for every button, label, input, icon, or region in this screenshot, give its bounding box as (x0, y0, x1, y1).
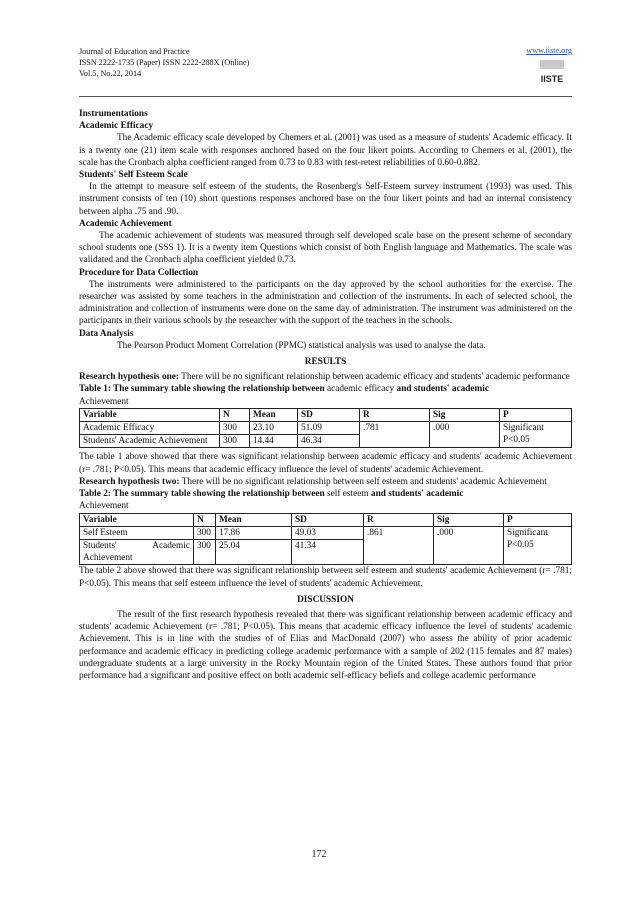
hypothesis-one-text: There will be no significant relationship between academic efficacy and students' academic performance (179, 372, 570, 383)
table2-caption-d: Achievement (79, 501, 129, 512)
table-row (80, 526, 572, 539)
table2-header-cell: R (364, 513, 434, 526)
results-heading: RESULTS (304, 357, 347, 368)
table2-header-cell: Mean (216, 513, 292, 526)
academic-efficacy-heading: Academic Efficacy (79, 121, 154, 132)
hypothesis-two-text: There will be no significant relationship between self esteem and students' academic Achievement (179, 476, 547, 487)
table2-header-cell: Variable (80, 513, 194, 526)
table2-header-cell: P (504, 513, 572, 526)
table2-header-cell: N (194, 513, 216, 526)
hypothesis-two (79, 476, 572, 488)
table-cell: 300 (220, 435, 250, 448)
table-cell: 300 (194, 526, 216, 539)
table-cell: Students' Academic Achievement (80, 435, 220, 448)
self-esteem-scale-heading: Students' Self Esteem Scale (79, 170, 188, 181)
discussion-heading: DISCUSSION (297, 594, 354, 605)
table2 (79, 513, 572, 566)
discussion-paragraph: The result of the first research hypothesis revealed that there was significant relationship between academic efficacy and students' academic Achievement (r= .781; P<0.05). This means that academic efficacy influence the level of students' academic Achievement. This is in line with the studies of of Elias and MacDonald (2007) who assess the ability of prior academic performance and academic efficacy in predicting college academic performance with a sample of 202 (115 females and 87 males) undergraduate students at a large university in the Rocky Mountain region of the United States. These authors found that prior performance had a significant and positive effect on both academic self-efficacy beliefs and college academic performance (79, 609, 572, 681)
page-body (79, 108, 572, 682)
table2-header-row (80, 513, 572, 526)
academic-efficacy-paragraph: The Academic efficacy scale developed by Chemers et al. (2001) was used as a measure of students' Academic efficacy. It is a twenty one (21) item scale with responses anchored based on the four likert points. According to Chemers et al. (2001), the scale has the Cronbach alpha coefficient ranged from 0.73 to 0.83 with test-retest reliabilities of 0.60-0.882. (79, 133, 572, 168)
table1-caption (79, 383, 572, 407)
table1-header-cell: SD (298, 408, 360, 421)
iiste-logo (538, 60, 566, 86)
hypothesis-one-label: Research hypothesis one: (79, 372, 180, 383)
table-cell-p: Significant P<0.05 (500, 422, 572, 448)
table-cell: 23.10 (250, 422, 298, 435)
table1-interpretation: The table 1 above showed that there was significant relationship between academic efficacy and students' academic Achievement (r= .781; P<0.05). This means that academic efficacy influence the level of students' academic Achievement. (79, 452, 572, 475)
table1-header-cell: Sig (430, 408, 500, 421)
table-cell-p: Significant P<0.05 (504, 526, 572, 565)
table2-caption-a: Table 2: The summary table showing the relationship between (79, 489, 325, 500)
table2-header-cell: SD (292, 513, 364, 526)
table1-header-cell: P (500, 408, 572, 421)
table-cell: 14.44 (250, 435, 298, 448)
table1-caption-d: Achievement (79, 396, 129, 407)
table2-caption (79, 488, 572, 512)
table1-caption-b: academic efficacy (324, 384, 397, 395)
table2-interpretation: The table 2 above showed that there was significant relationship between self esteem and students' academic Achievement (r= .781; P<0.05). This means that self esteem influence the level of students' academic Achievement. (79, 566, 572, 589)
table1 (79, 408, 572, 449)
volume: Vol.5, No.22, 2014 (79, 69, 142, 78)
table1-caption-a: Table 1: The summary table showing the relationship between (79, 384, 325, 395)
academic-achievement-paragraph: The academic achievement of students was measured through self developed scale base on the present scheme of secondary school students one (SSS 1). It is a twenty item Questions which consist of both English language and Mathematics. The scale was validated and the Cronbach alpha coefficient yielded 0.73. (79, 231, 572, 266)
table-cell: 17.86 (216, 526, 292, 539)
academic-achievement-heading: Academic Achievement (79, 218, 172, 229)
table2-caption-c: and students' academic (370, 489, 464, 500)
table1-caption-c: and students' academic (396, 384, 490, 395)
table-cell: 46.34 (298, 435, 360, 448)
table-cell-sig: .000 (430, 422, 500, 448)
journal-name: Journal of Education and Practice (79, 47, 190, 56)
header-rule (79, 96, 572, 97)
table1-header-row (80, 408, 572, 421)
table-cell: Self Esteem (80, 526, 194, 539)
hypothesis-one (79, 371, 572, 383)
table1-header-cell: Variable (80, 408, 220, 421)
table-cell: 51.09 (298, 422, 360, 435)
table-cell: 49.03 (292, 526, 364, 539)
page-number: 172 (311, 849, 327, 860)
journal-url-link[interactable]: www.iiste.org (526, 46, 572, 55)
data-analysis-heading: Data Analysis (79, 328, 134, 339)
table-cell-sig: .000 (434, 526, 504, 565)
table-cell: 25.04 (216, 539, 292, 564)
svg-text:IISTE: IISTE (540, 74, 564, 84)
procedure-heading: Procedure for Data Collection (79, 267, 199, 278)
table1-header-cell: Mean (250, 408, 298, 421)
table-cell-r: .861 (364, 526, 434, 565)
table2-caption-b: self esteem (324, 489, 371, 500)
data-analysis-paragraph: The Pearson Product Moment Correlation (PPMC) statistical analysis was used to analyse the data. (117, 340, 486, 351)
table-cell-r: .781 (360, 422, 430, 448)
table-cell: Students' Academic Achievement (80, 539, 194, 564)
table-cell: 41.34 (292, 539, 364, 564)
self-esteem-scale-paragraph: In the attempt to measure self esteem of the students, the Rosenberg's Self-Esteem survey instrument (1993) was used. This instrument consists of ten (10) short questions responses anchored base on the four likert points and had an internal consistency between alpha .75 and .90. (79, 182, 572, 217)
table2-header-cell: Sig (434, 513, 504, 526)
issn: ISSN 2222-1735 (Paper) ISSN 2222-288X (Online) (79, 58, 250, 67)
journal-header (79, 46, 249, 79)
table1-header-cell: N (220, 408, 250, 421)
instrumentations-heading: Instrumentations (79, 109, 148, 119)
procedure-paragraph: The instruments were administered to the participants on the day approved by the school authorities for the exercise. The researcher was assisted by some teachers in the administration and collection of the instruments. In each of selected school, the administration and collection of instruments were done on the same day of administration. The instrument was administered on the participants in their various schools by the researcher with the support of the teachers in the schools. (79, 279, 572, 327)
table-cell: Academic Efficacy (80, 422, 220, 435)
table-cell: 300 (194, 539, 216, 564)
table-row (80, 422, 572, 435)
table1-header-cell: R (360, 408, 430, 421)
hypothesis-two-label: Research hypothesis two: (79, 476, 180, 487)
table-cell: 300 (220, 422, 250, 435)
